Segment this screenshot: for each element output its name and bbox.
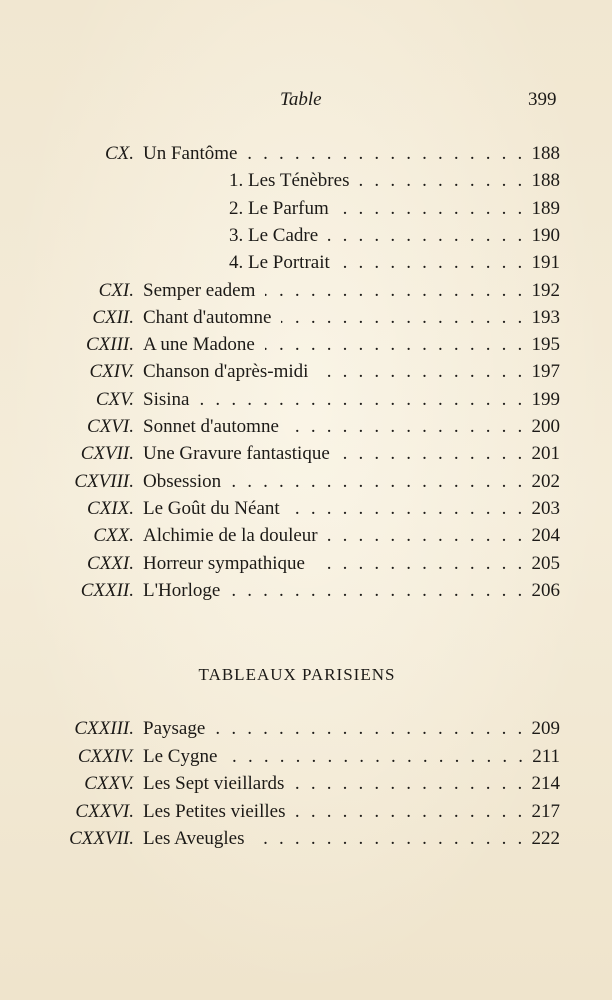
page-ref: 195 bbox=[531, 334, 560, 356]
page-ref: 209 bbox=[531, 718, 560, 739]
toc-entry bbox=[0, 743, 612, 770]
poem-title: Chant d'automne bbox=[143, 306, 272, 328]
poem-number: CXXVII. bbox=[69, 828, 134, 849]
poem-title: Chanson d'après-midi bbox=[143, 361, 309, 383]
dot-leader bbox=[359, 167, 525, 194]
poem-number: CXXIII. bbox=[74, 718, 134, 739]
poem-number: CXVII. bbox=[80, 443, 134, 465]
entry-line bbox=[143, 550, 560, 577]
toc-subentry bbox=[0, 167, 612, 194]
page-ref: 191 bbox=[531, 252, 560, 274]
poem-title: 4. Le Portrait bbox=[229, 252, 330, 274]
page-ref: 197 bbox=[531, 361, 560, 383]
toc-entry bbox=[0, 522, 612, 549]
poem-number: CXX. bbox=[93, 525, 134, 547]
page-ref: 188 bbox=[531, 170, 560, 192]
dot-leader bbox=[340, 440, 526, 467]
dot-leader bbox=[294, 770, 525, 797]
poem-title: Un Fantôme bbox=[143, 143, 238, 164]
dot-leader bbox=[265, 277, 525, 304]
poem-title: Paysage bbox=[143, 718, 206, 739]
entry-line bbox=[229, 195, 560, 222]
entry-line bbox=[143, 277, 560, 304]
toc-entry bbox=[0, 550, 612, 577]
toc-entry bbox=[0, 715, 612, 742]
dot-leader bbox=[227, 743, 526, 770]
poem-title: Les Sept vieillards bbox=[143, 773, 285, 794]
poem-number: CXVI. bbox=[87, 416, 134, 437]
entry-line bbox=[229, 222, 560, 249]
entry-line bbox=[143, 468, 560, 495]
poem-title: Obsession bbox=[143, 470, 222, 492]
entry-line bbox=[143, 140, 560, 167]
dot-leader bbox=[315, 550, 526, 577]
poem-title: 3. Le Cadre bbox=[229, 224, 319, 246]
poem-title: Une Gravure fantastique bbox=[143, 443, 330, 465]
dot-leader bbox=[328, 522, 526, 549]
toc-entry bbox=[0, 577, 612, 604]
page-ref: 204 bbox=[531, 525, 560, 547]
dot-leader bbox=[290, 495, 526, 522]
toc-subentry bbox=[0, 195, 612, 222]
entry-line bbox=[143, 522, 560, 549]
toc-entry bbox=[0, 770, 612, 797]
toc-entry bbox=[0, 358, 612, 385]
dot-leader bbox=[281, 304, 525, 331]
page-ref: 211 bbox=[532, 745, 560, 767]
dot-leader bbox=[247, 140, 525, 167]
page-ref: 189 bbox=[531, 197, 560, 219]
poem-title: Le Goût du Néant bbox=[143, 497, 280, 519]
toc-entry bbox=[0, 331, 612, 358]
dot-leader bbox=[328, 222, 525, 249]
poem-number: CXV. bbox=[95, 388, 134, 410]
dot-leader bbox=[295, 798, 525, 825]
poem-title: Sisina bbox=[143, 388, 190, 410]
toc-entry bbox=[0, 413, 612, 440]
page-ref: 193 bbox=[531, 306, 560, 328]
dot-leader bbox=[318, 358, 525, 385]
toc-entry bbox=[0, 495, 612, 522]
dot-leader bbox=[340, 249, 526, 276]
page-ref: 217 bbox=[531, 800, 560, 822]
dot-leader bbox=[255, 825, 526, 852]
toc-entry bbox=[0, 277, 612, 304]
toc-entry bbox=[0, 440, 612, 467]
running-header-title: Table bbox=[280, 89, 322, 110]
poem-title: A une Madone bbox=[143, 334, 255, 356]
dot-leader bbox=[265, 331, 526, 358]
toc-entry bbox=[0, 798, 612, 825]
poem-title: Le Cygne bbox=[143, 745, 218, 767]
poem-title: 1. Les Ténèbres bbox=[229, 170, 350, 192]
poem-title: Alchimie de la douleur bbox=[143, 525, 318, 547]
section-heading: TABLEAUX PARISIENS bbox=[198, 665, 396, 684]
page-number: 399 bbox=[528, 89, 557, 110]
dot-leader bbox=[231, 468, 525, 495]
toc-subentry bbox=[0, 222, 612, 249]
entry-line bbox=[229, 167, 560, 194]
dot-leader bbox=[289, 413, 526, 440]
entry-line bbox=[143, 798, 560, 825]
entry-line bbox=[143, 358, 560, 385]
page-ref: 214 bbox=[531, 773, 560, 794]
entry-line bbox=[143, 577, 560, 604]
poem-number: CX. bbox=[104, 143, 134, 164]
poem-number: CXIII. bbox=[85, 334, 134, 356]
poem-number: CXXVI. bbox=[75, 800, 134, 822]
entry-line bbox=[229, 249, 560, 276]
page-ref: 200 bbox=[531, 416, 560, 437]
entry-line bbox=[143, 743, 560, 770]
entry-line bbox=[143, 304, 560, 331]
poem-number: CXIX. bbox=[87, 497, 134, 519]
page-ref: 199 bbox=[531, 388, 560, 410]
poem-title: 2. Le Parfum bbox=[229, 197, 329, 219]
toc-entry bbox=[0, 386, 612, 413]
poem-title: Les Petites vieilles bbox=[143, 800, 286, 822]
page-ref: 188 bbox=[531, 143, 560, 164]
page-ref: 205 bbox=[531, 552, 560, 574]
toc-entry bbox=[0, 304, 612, 331]
dot-leader bbox=[339, 195, 526, 222]
toc-entry bbox=[0, 468, 612, 495]
page-ref: 201 bbox=[531, 443, 560, 465]
entry-line bbox=[143, 440, 560, 467]
page-ref: 222 bbox=[531, 828, 560, 849]
poem-number: CXI. bbox=[98, 279, 134, 301]
poem-number: CXII. bbox=[92, 306, 134, 328]
dot-leader bbox=[199, 386, 525, 413]
poem-number: CXXI. bbox=[87, 552, 134, 574]
toc-subentry bbox=[0, 249, 612, 276]
poem-number: CXIV. bbox=[89, 361, 134, 383]
poem-number: CXXV. bbox=[84, 773, 134, 794]
poem-title: Semper eadem bbox=[143, 279, 256, 301]
entry-line bbox=[143, 331, 560, 358]
page-ref: 192 bbox=[531, 279, 560, 301]
entry-line bbox=[143, 495, 560, 522]
poem-number: CXXII. bbox=[80, 579, 134, 601]
poem-title: Sonnet d'automne bbox=[143, 416, 279, 437]
entry-line bbox=[143, 715, 560, 742]
page-ref: 206 bbox=[531, 579, 560, 601]
poem-title: Horreur sympathique bbox=[143, 552, 305, 574]
entry-line bbox=[143, 413, 560, 440]
page-ref: 190 bbox=[531, 224, 560, 246]
poem-title: L'Horloge bbox=[143, 579, 221, 601]
dot-leader bbox=[230, 577, 525, 604]
dot-leader bbox=[215, 715, 525, 742]
page-ref: 203 bbox=[531, 497, 560, 519]
toc-entry bbox=[0, 140, 612, 167]
poem-number: CXVIII. bbox=[74, 470, 134, 492]
page-ref: 202 bbox=[531, 470, 560, 492]
poem-title: Les Aveugles bbox=[143, 828, 245, 849]
entry-line bbox=[143, 825, 560, 852]
entry-line bbox=[143, 386, 560, 413]
poem-number: CXXIV. bbox=[77, 745, 134, 767]
entry-line bbox=[143, 770, 560, 797]
toc-entry bbox=[0, 825, 612, 852]
